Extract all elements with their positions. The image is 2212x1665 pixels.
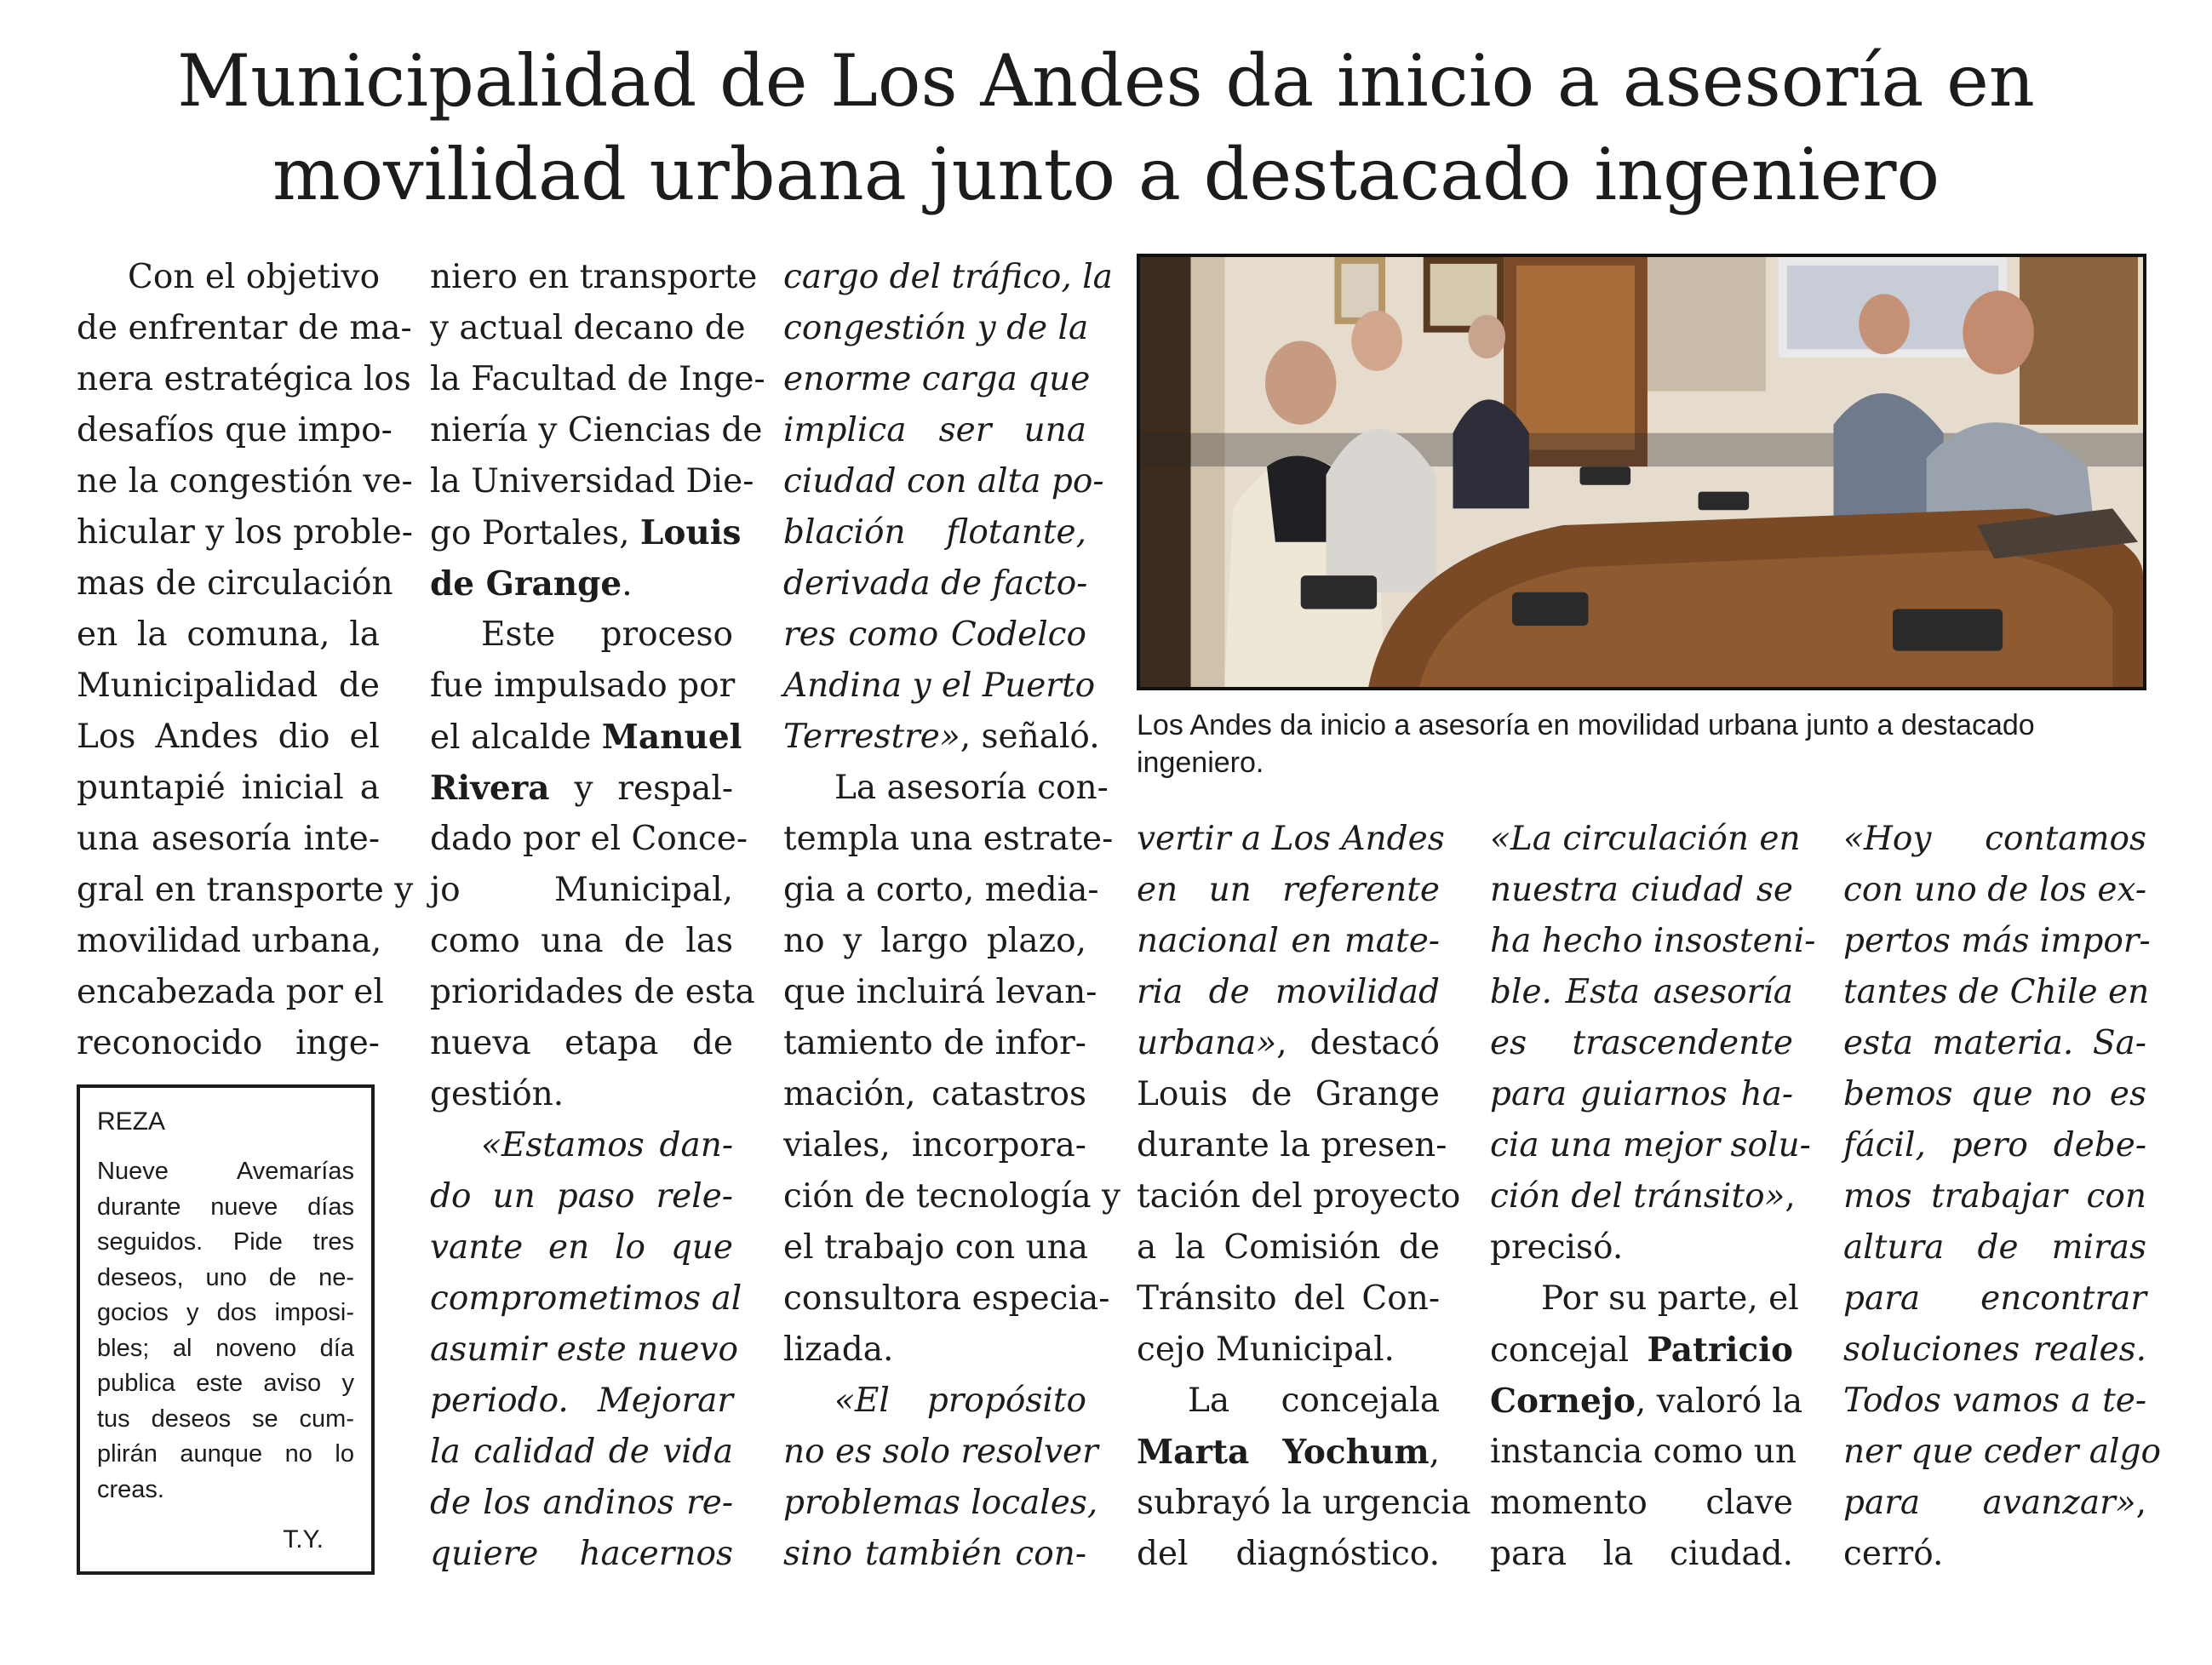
- text-line: a la Comisión de: [1137, 1228, 1440, 1267]
- text-run: , valoró la: [1635, 1382, 1803, 1421]
- text-line: niería y Ciencias de: [430, 411, 763, 449]
- text-line: dado por el Conce-: [430, 820, 748, 858]
- text-line: gral en transporte y: [77, 871, 414, 909]
- quote-line: do un paso rele-: [430, 1177, 733, 1216]
- text-line: del diagnóstico.: [1137, 1535, 1440, 1573]
- text-line: que incluirá levan-: [783, 973, 1097, 1011]
- reza-title: REZA: [97, 1107, 166, 1136]
- text-line: [430, 712, 742, 763]
- name-de-grange: de Grange: [430, 564, 622, 604]
- reza-line: deseos, uno de ne-: [97, 1263, 354, 1291]
- text-line: [1490, 1171, 1796, 1222]
- text-line: tación del proyecto: [1137, 1177, 1461, 1216]
- quote-line: quiere hacernos: [430, 1535, 733, 1573]
- quote-line: enorme carga que: [783, 360, 1091, 398]
- reza-line: creas.: [97, 1475, 164, 1503]
- quote-line: sino también con-: [783, 1535, 1086, 1573]
- quote-line: blación flotante,: [783, 513, 1086, 552]
- quote-line: vertir a Los Andes: [1137, 820, 1445, 858]
- quote-line: «El propósito: [834, 1382, 1086, 1420]
- text-line: Este proceso: [481, 615, 733, 654]
- text-line: nueva etapa de: [430, 1024, 733, 1062]
- text-line: puntapié inicial a: [77, 769, 380, 807]
- text-run: , señaló.: [960, 718, 1100, 756]
- text-run: go Portales,: [430, 514, 640, 552]
- quote-line: derivada de facto-: [783, 564, 1088, 603]
- text-line: fue impulsado por: [430, 667, 736, 705]
- text-run: y respal-: [549, 770, 733, 808]
- article-column-4: [1137, 814, 1471, 1580]
- article-column-6: [1843, 814, 2161, 1580]
- quote-line: Todos vamos a te-: [1843, 1382, 2146, 1420]
- text-line: la Facultad de Inge-: [430, 360, 765, 398]
- text-line: tamiento de infor-: [783, 1024, 1086, 1062]
- quote-line: asumir este nuevo: [430, 1330, 738, 1369]
- name-marta-yochum: Marta Yochum: [1137, 1433, 1430, 1472]
- name-manuel: Manuel: [601, 718, 742, 757]
- quote-line: de los andinos re-: [430, 1484, 733, 1522]
- quote-line: nacional en mate-: [1137, 922, 1440, 960]
- text-line: Los Andes dio el: [77, 718, 380, 756]
- text-line: [430, 507, 742, 558]
- reza-line: seguidos. Pide tres: [97, 1228, 354, 1256]
- name-cornejo: Cornejo: [1490, 1382, 1636, 1421]
- photo-caption: Los Andes da inicio a asesoría en movilidad urbana junto a destacado ingeniero.: [1137, 709, 2035, 779]
- text-line: [1490, 1376, 1803, 1427]
- quote-line: esta materia. Sa-: [1843, 1024, 2146, 1062]
- quote-line: «Hoy contamos: [1843, 820, 2146, 858]
- text-line: Louis de Grange: [1137, 1075, 1440, 1113]
- article-column-3: [783, 252, 1121, 1580]
- text-line: movilidad urbana,: [77, 922, 382, 960]
- text-line: encabezada por el: [77, 973, 384, 1011]
- name-patricio: Patricio: [1647, 1330, 1793, 1370]
- headline: [77, 34, 2135, 221]
- quote-line: «Estamos dan-: [481, 1126, 733, 1164]
- text-line: ción de tecnología y: [783, 1177, 1121, 1216]
- text-run: .: [622, 565, 633, 604]
- text-line: jo Municipal,: [430, 871, 733, 909]
- reza-line: publica este aviso y: [97, 1370, 354, 1397]
- text-line: gia a corto, media-: [783, 871, 1099, 909]
- text-line: templa una estrate-: [783, 820, 1114, 858]
- quote-line: periodo. Mejorar: [430, 1382, 733, 1420]
- quote-run: urbana»: [1137, 1024, 1277, 1062]
- reza-line: plirán aunque no lo: [97, 1440, 354, 1468]
- text-line: nera estratégica los: [77, 360, 411, 398]
- text-line: de enfrentar de ma-: [77, 309, 412, 347]
- reza-line: durante nueve días: [97, 1193, 354, 1221]
- quote-line: cargo del tráfico, la: [783, 258, 1113, 296]
- quote-line: para encontrar: [1843, 1279, 2146, 1318]
- text-line: el trabajo con una: [783, 1228, 1089, 1267]
- text-line: prioridades de esta: [430, 973, 755, 1011]
- quote-line: fácil, pero debe-: [1843, 1126, 2146, 1164]
- quote-line: ha hecho insosteni-: [1490, 922, 1816, 960]
- quote-line: implica ser una: [783, 411, 1086, 449]
- text-line: momento clave: [1490, 1484, 1793, 1522]
- quote-line: tantes de Chile en: [1843, 973, 2150, 1011]
- text-line: mación, catastros: [783, 1075, 1086, 1113]
- text-line: Tránsito del Con-: [1137, 1279, 1440, 1318]
- quote-line: en un referente: [1137, 871, 1440, 909]
- quote-line: vante en lo que: [430, 1228, 733, 1267]
- article-column-1: [77, 252, 414, 1069]
- text-run: ,: [1785, 1177, 1796, 1216]
- reza-line: Nueve Avemarías: [97, 1158, 354, 1185]
- text-line: precisó.: [1490, 1228, 1624, 1267]
- text-line: Municipalidad de: [77, 667, 380, 705]
- quote-line: ner que ceder algo: [1843, 1433, 2161, 1471]
- text-line: cerró.: [1843, 1535, 1944, 1573]
- headline-line-2: movilidad urbana junto a destacado ingeniero: [272, 133, 1940, 216]
- text-line: durante la presen-: [1137, 1126, 1447, 1164]
- text-line: ne la congestión ve-: [77, 462, 413, 501]
- quote-line: ciudad con alta po-: [783, 462, 1104, 501]
- article-column-5: [1490, 814, 1816, 1580]
- meeting-photo: [1137, 254, 2146, 690]
- quote-line: congestión y de la: [783, 309, 1089, 347]
- text-line: la Universidad Die-: [430, 462, 754, 501]
- text-line: cejo Municipal.: [1137, 1330, 1395, 1369]
- text-line: en la comuna, la: [77, 615, 380, 654]
- text-line: La concejala: [1188, 1382, 1440, 1420]
- quote-line: mos trabajar con: [1843, 1177, 2146, 1216]
- quote-line: nuestra ciudad se: [1490, 871, 1793, 909]
- text-line: Con el objetivo: [128, 258, 381, 296]
- text-line: mas de circulación: [77, 564, 393, 603]
- quote-line: problemas locales,: [783, 1484, 1098, 1522]
- text-line: subrayó la urgencia: [1137, 1484, 1471, 1522]
- text-line: como una de las: [430, 922, 733, 960]
- text-line: [1137, 1427, 1440, 1478]
- text-line: hicular y los proble-: [77, 513, 413, 552]
- text-line: desafíos que impo-: [77, 411, 393, 449]
- reza-signature: T.Y.: [283, 1525, 324, 1553]
- quote-line: altura de miras: [1843, 1228, 2146, 1267]
- quote-line: bemos que no es: [1843, 1075, 2146, 1113]
- text-line: lizada.: [783, 1330, 894, 1369]
- text-line: [783, 712, 1100, 763]
- reza-line: bles; al noveno día: [97, 1334, 354, 1362]
- text-run: , destacó: [1276, 1024, 1440, 1062]
- quote-line: «La circulación en: [1490, 820, 1801, 858]
- text-line: [430, 558, 733, 609]
- text-run: el alcalde: [430, 718, 602, 757]
- text-run: ,: [1429, 1433, 1440, 1472]
- quote-line: ble. Esta asesoría: [1490, 973, 1793, 1011]
- quote-line: comprometimos al: [430, 1279, 742, 1318]
- quote-line: con uno de los ex-: [1843, 871, 2146, 909]
- text-line: para la ciudad.: [1490, 1535, 1793, 1573]
- quote-run: Terrestre»: [783, 718, 960, 756]
- text-run: concejal: [1490, 1331, 1648, 1370]
- text-run: ,: [2135, 1484, 2146, 1522]
- text-line: gestión.: [430, 1075, 564, 1113]
- quote-line: pertos más impor-: [1843, 922, 2151, 960]
- quote-line: la calidad de vida: [430, 1433, 733, 1471]
- reza-line: tus deseos se cum-: [97, 1405, 354, 1433]
- text-line: una asesoría inte-: [77, 820, 380, 858]
- reza-notice-box: [77, 1084, 375, 1575]
- quote-line: soluciones reales.: [1843, 1330, 2146, 1369]
- headline-line-1: Municipalidad de Los Andes da inicio a asesoría en: [177, 39, 2035, 123]
- quote-line: no es solo resolver: [783, 1433, 1098, 1471]
- text-line: consultora especia-: [783, 1279, 1110, 1318]
- quote-run: ción del tránsito»: [1490, 1177, 1785, 1216]
- text-line: [1490, 1325, 1793, 1376]
- quote-line: para guiarnos ha-: [1490, 1075, 1793, 1113]
- text-line: niero en transporte: [430, 258, 758, 296]
- quote-line: Andina y el Puerto: [783, 667, 1096, 705]
- quote-line: es trascendente: [1490, 1024, 1793, 1062]
- text-line: y actual decano de: [430, 309, 746, 347]
- text-line: viales, incorpora-: [783, 1126, 1086, 1164]
- text-line: [430, 763, 733, 814]
- text-line: [1843, 1478, 2146, 1529]
- reza-body: [97, 1154, 354, 1508]
- name-louis: Louis: [639, 513, 742, 552]
- quote-line: res como Codelco: [783, 615, 1086, 654]
- text-line: La asesoría con-: [834, 769, 1109, 807]
- quote-line: cia una mejor solu-: [1490, 1126, 1811, 1164]
- reza-line: gocios y dos imposi-: [97, 1299, 354, 1326]
- text-line: Por su parte, el: [1541, 1279, 1799, 1318]
- quote-run: para avanzar»: [1843, 1484, 2136, 1522]
- meeting-photo-illustration: [1140, 257, 2143, 687]
- text-line: instancia como un: [1490, 1433, 1797, 1471]
- text-line: reconocido inge-: [77, 1024, 380, 1062]
- quote-line: ria de movilidad: [1137, 973, 1440, 1011]
- text-line: no y largo plazo,: [783, 922, 1086, 960]
- article-column-2: [430, 252, 765, 1580]
- name-rivera: Rivera: [430, 769, 550, 808]
- text-line: [1137, 1018, 1440, 1069]
